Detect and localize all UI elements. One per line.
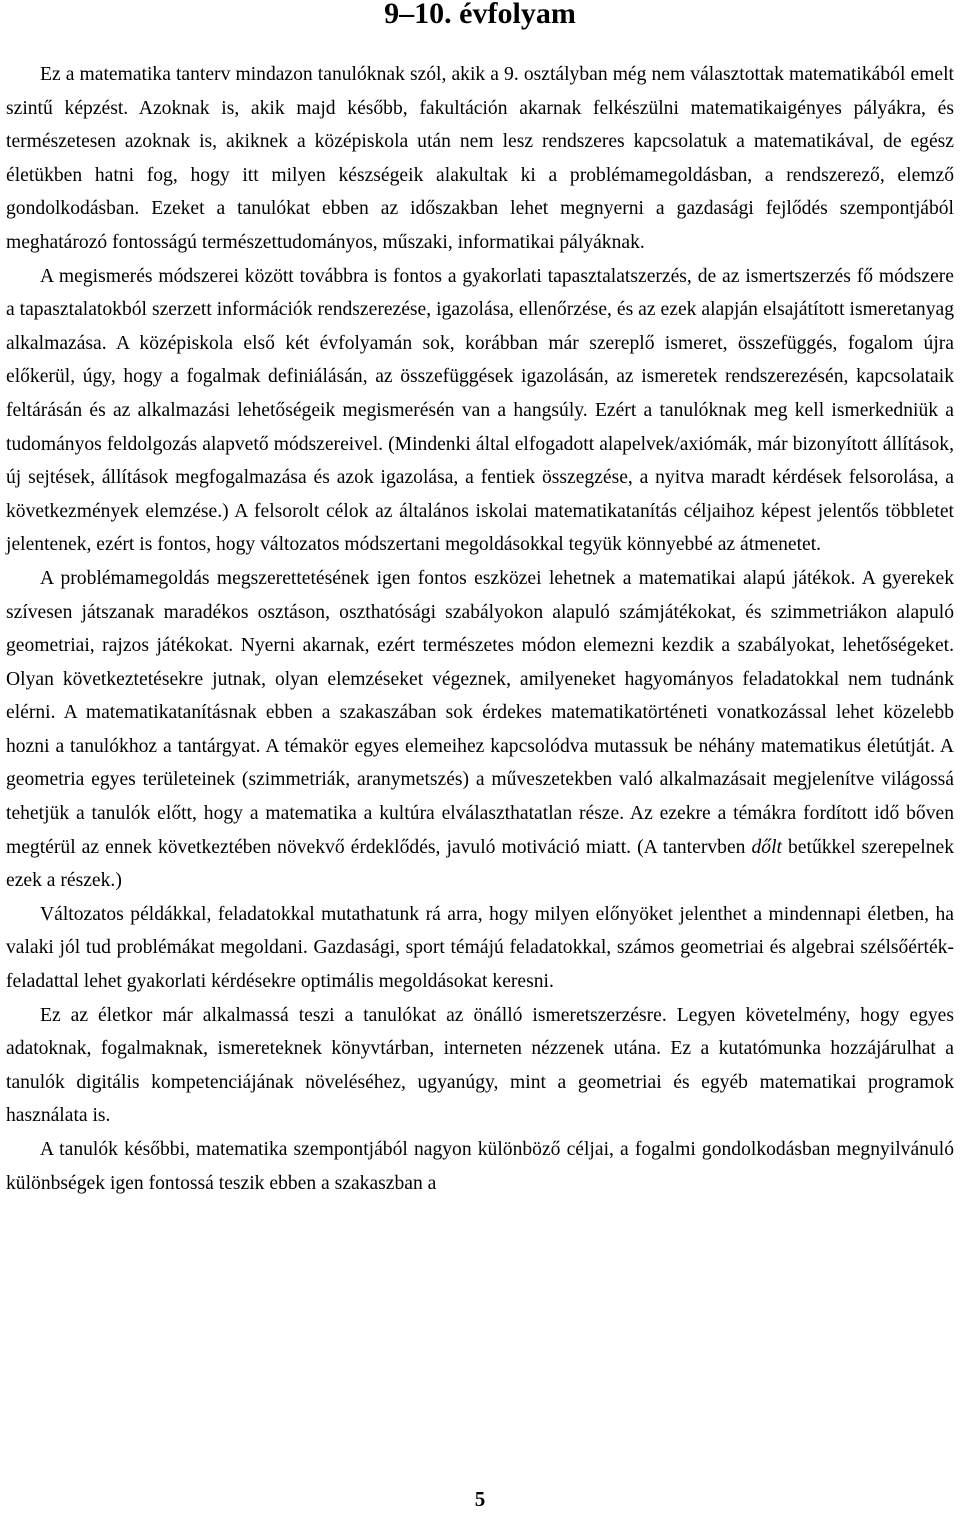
paragraph-examples	[6, 898, 954, 999]
paragraph-text: A problémamegoldás megszerettetésének igen fontos eszközei lehetnek a matematikai alapú játékok. A gyerekek szívesen játszanak maradékos osztáson, oszthatósági szabályokon alapuló számjátékokat, és szimmetriákon alapuló geometriai, rajzos játékokat. Nyerni akarnak, ezért természetes módon elemezni kezdik a szabályokat, lehetőségeket. Olyan következtetésekre jutnak, olyan elemzéseket végeznek, amilyeneket hagyományos feladatokkal nem tudnánk elérni. A matematikatanításnak ebben a szakaszában sok érdekes matematikatörténeti vonatkozással lehet közelebb hozni a tanulókhoz a tantárgyat. A témakör egyes elemeihez kapcsolódva mutassuk be néhány matematikus életútját. A geometria egyes területeinek (szimmetriák, aranymetszés) a műveszetekben való alkalmazásait megjelenítve világossá tehetjük a tanulók előtt, hogy a matematika a kultúra elválaszthatatlan része. Az ezekre a témákra fordított idő bőven megtérül az ennek következtében növekvő érdeklődés, javuló motiváció miatt. (A tantervben	[6, 567, 954, 858]
document-body	[6, 58, 954, 1200]
paragraph-text: Változatos példákkal, feladatokkal mutathatunk rá arra, hogy milyen előnyöket jelenthet a mindennapi életben, ha valaki jól tud problémákat megoldani. Gazdasági, sport témájú feladatokkal, számos geometriai és algebrai szélsőérték-feladattal lehet gyakorlati kérdésekre optimális megoldásokat keresni.	[6, 903, 954, 993]
paragraph-differences	[6, 1133, 954, 1200]
paragraph-methods	[6, 260, 954, 562]
paragraph-text: betűkkel szerepelnek ezek a részek.)	[6, 836, 954, 892]
paragraph-text: Ez az életkor már alkalmassá teszi a tanulókat az önálló ismeretszerzésre. Legyen követelmény, hogy egyes adatoknak, fogalmaknak, ismereteknek könyvtárban, interneten nézzenek utána. Ez a kutatómunka hozzájárulhat a tanulók digitális kompetenciájának növeléséhez, ugyanúgy, mint a geometriai és egyéb matematikai programok használata is.	[6, 1004, 954, 1127]
paragraph-text: A megismerés módszerei között továbbra is fontos a gyakorlati tapasztalatszerzés, de az ismertszerzés fő módszere a tapasztalatokból szerzett információk rendszerezése, igazolása, ellenőrzése, és az ezek alapján elsajátított ismeretanyag alkalmazása. A középiskola első két évfolyamán sok, korábban már szereplő ismeret, összefüggés, fogalom újra előkerül, úgy, hogy a fogalmak definiálásán, az összefüggések igazolásán, az ismeretek rendszerezésén, kapcsolataik feltárásán és az alkalmazási lehetőségeik megismerésén van a hangsúly. Ezért a tanulóknak meg kell ismerkedniük a tudományos feldolgozás alapvető módszereivel. (Mindenki által elfogadott alapelvek/axiómák, már bizonyított állítások, új sejtések, állítások megfogalmazása és azok igazolása, a fentiek összegzése, a nyitva maradt kérdések felsorolása, a következmények elemzése.) A felsorolt célok az általános iskolai matematikatanítás céljaihoz képest jelentős többletet jelentenek, ezért is fontos, hogy változatos módszertani megoldásokkal tegyük könnyebbé az átmenetet.	[6, 265, 954, 556]
paragraph-intro	[6, 58, 954, 260]
page-heading: 9–10. évfolyam	[384, 0, 576, 30]
page-number: 5	[474, 1487, 486, 1511]
paragraph-self-study	[6, 999, 954, 1133]
paragraph-text: Ez a matematika tanterv mindazon tanulóknak szól, akik a 9. osztályban még nem választottak matematikából emelt szintű képzést. Azoknak is, akik majd később, fakultáción akarnak felkészülni matematikaigényes pályákra, és természetesen azoknak is, akiknek a középiskola után nem lesz rendszeres kapcsolatuk a matematikával, de egész életükben hatni fog, hogy itt milyen készségeik alakultak ki a problémamegoldásban, a rendszerező, elemző gondolkodásban. Ezeket a tanulókat ebben az időszakban lehet megnyerni a gazdasági fejlődés szempontjából meghatározó fontosságú természettudományos, műszaki, informatikai pályáknak.	[6, 64, 954, 253]
paragraph-games	[6, 562, 954, 898]
italic-word: dőlt	[751, 836, 782, 858]
paragraph-text: A tanulók későbbi, matematika szempontjából nagyon különböző céljai, a fogalmi gondolkodásban megnyilvánuló különbségek igen fontossá teszik ebben a szakaszban a	[6, 1139, 954, 1194]
